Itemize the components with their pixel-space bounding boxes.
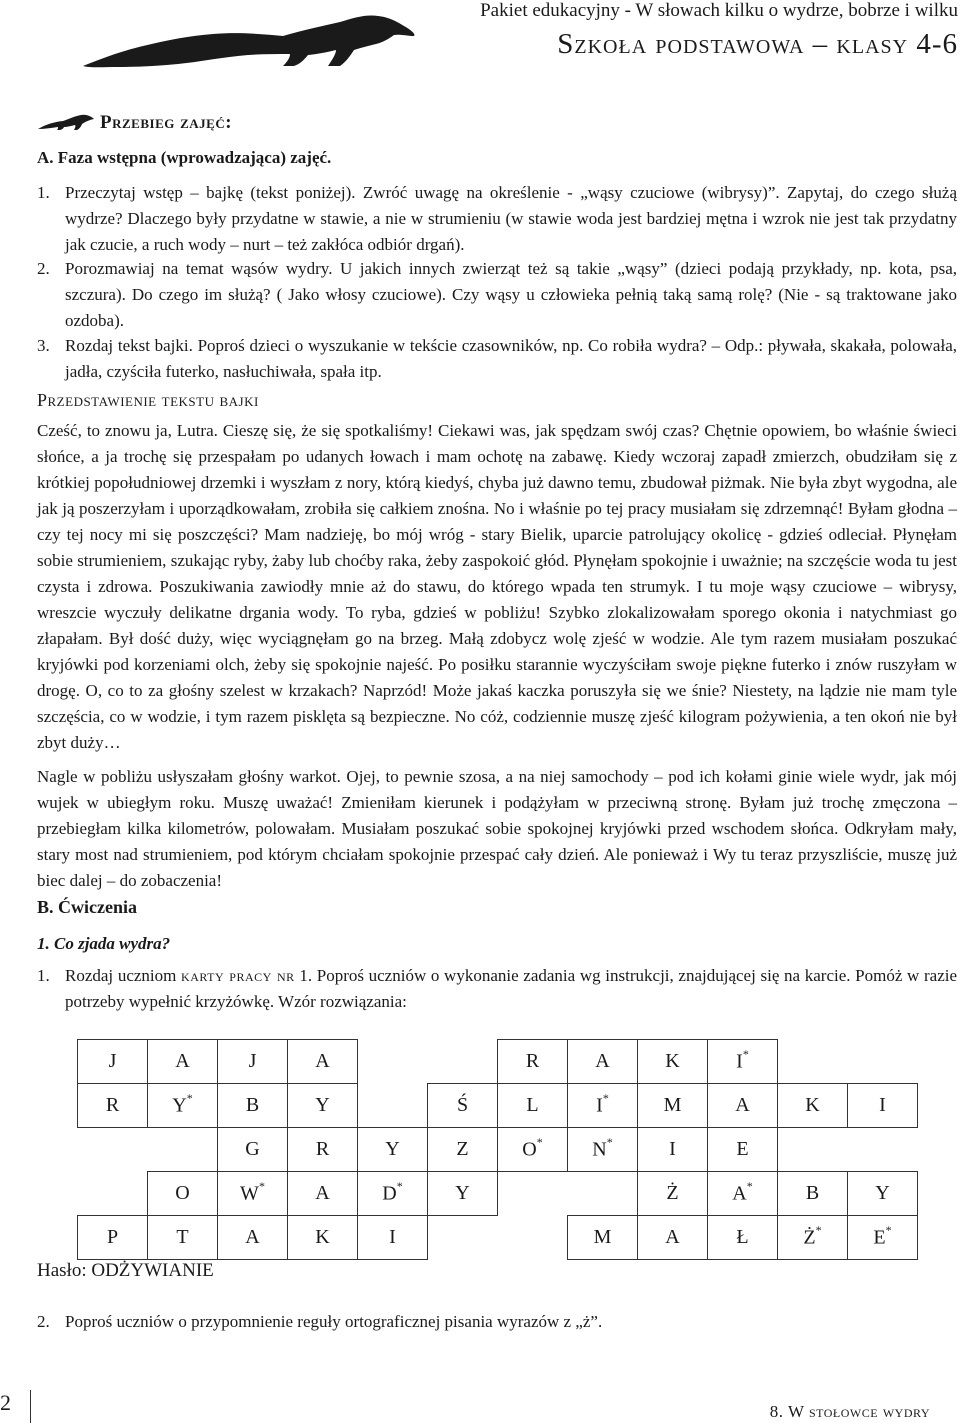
asterisk-mark: * xyxy=(602,1091,609,1106)
crossword-cell: E* xyxy=(848,1216,918,1260)
crossword-cell: A xyxy=(568,1040,638,1084)
list-item-number: 1. xyxy=(37,183,50,202)
crossword-cell: K xyxy=(638,1040,708,1084)
page-number: 2 xyxy=(0,1390,11,1415)
crossword-row xyxy=(78,1172,918,1216)
crossword-cell: L xyxy=(498,1084,568,1128)
asterisk-mark: * xyxy=(186,1091,193,1106)
crossword-cell: M xyxy=(638,1084,708,1128)
crossword-cell: I* xyxy=(708,1040,778,1084)
crossword-cell: D* xyxy=(358,1172,428,1216)
crossword-empty-cell xyxy=(848,1128,918,1172)
crossword-cell: A xyxy=(218,1216,288,1260)
list-item xyxy=(37,180,957,258)
crossword-empty-cell xyxy=(498,1216,568,1260)
crossword-cell: W* xyxy=(218,1172,288,1216)
crossword-empty-cell xyxy=(498,1172,568,1216)
crossword-row xyxy=(78,1216,918,1260)
crossword-empty-cell xyxy=(78,1172,148,1216)
list-item xyxy=(37,256,957,334)
asterisk-mark: * xyxy=(258,1179,265,1194)
crossword-cell: K xyxy=(778,1084,848,1128)
asterisk-mark: * xyxy=(885,1223,892,1238)
phase-b-title: B. Ćwiczenia xyxy=(37,897,137,917)
crossword-empty-cell xyxy=(778,1128,848,1172)
crossword-cell: I xyxy=(848,1084,918,1128)
crossword-cell: Ż xyxy=(638,1172,708,1216)
list-item-text: Rozdaj tekst bajki. Poproś dzieci o wyszukanie w tekście czasowników, np. Co robiła wydra? – Odp.: pływała, skakała, polowała, jadła, czyściła futerko, nasłuchiwała, spała itp. xyxy=(65,336,957,381)
crossword-cell: Y xyxy=(358,1128,428,1172)
crossword-row xyxy=(78,1128,918,1172)
crossword-cell: O xyxy=(148,1172,218,1216)
crossword-empty-cell xyxy=(848,1040,918,1084)
story-paragraph-2: Nagle w pobliżu usłyszałam głośny warkot. Ojej, to pewnie szosa, a na niej samochody – pod ich kołami ginie wiele wydr, jak mój wujek w ubiegłym roku. Muszę uważać! Zmieniłam kierunek i podążyłam w przeciwną stronę. Byłam już trochę zmęczona – przebiegłam kilka kilometrów, polowałam. Musiałam poszukać sobie spokojnej kryjówki przed wschodem słońca. Odkryłam mały, stary most nad strumieniem, pod którym chciałam spokojnie przespać cały dzień. Ale ponieważ i Wy tu teraz przyszliście, muszę już biec dalej – do zobaczenia! xyxy=(37,767,957,890)
asterisk-mark: * xyxy=(396,1179,403,1194)
crossword-empty-cell xyxy=(358,1040,428,1084)
crossword-cell: A xyxy=(288,1040,358,1084)
crossword-cell: I xyxy=(638,1128,708,1172)
list-item-number: 1. xyxy=(37,966,50,985)
section-heading: Przebieg zajęć: xyxy=(100,112,233,133)
crossword-cell: A* xyxy=(708,1172,778,1216)
crossword-empty-cell xyxy=(778,1040,848,1084)
list-item-number: 3. xyxy=(37,336,50,355)
password-label: Hasło: ODŻYWIANIE xyxy=(37,1260,214,1281)
crossword-cell: I xyxy=(358,1216,428,1260)
asterisk-mark: * xyxy=(536,1135,543,1150)
crossword-cell: K xyxy=(288,1216,358,1260)
crossword-cell: Ś xyxy=(428,1084,498,1128)
crossword-cell: N* xyxy=(568,1128,638,1172)
crossword-cell: Y* xyxy=(148,1084,218,1128)
list-item-text: Poproś uczniów o przypomnienie reguły ortograficznej pisania wyrazów z „ż”. xyxy=(65,1312,603,1331)
item-pre: Rozdaj uczniom xyxy=(65,966,177,985)
list-item xyxy=(37,333,957,385)
crossword-cell: R xyxy=(78,1084,148,1128)
asterisk-mark: * xyxy=(815,1223,822,1238)
crossword-cell: G xyxy=(218,1128,288,1172)
crossword-cell: J xyxy=(78,1040,148,1084)
crossword-cell: A xyxy=(288,1172,358,1216)
crossword-cell: I* xyxy=(568,1084,638,1128)
asterisk-mark: * xyxy=(746,1179,753,1194)
crossword-empty-cell xyxy=(428,1040,498,1084)
crossword-empty-cell xyxy=(78,1128,148,1172)
exercise-item xyxy=(37,963,957,1015)
list-item-text: Porozmawiaj na temat wąsów wydry. U jakich innych zwierząt też są takie „wąsy” (dzieci podają przykłady, np. kota, psa, szczura). Do czego im służą? ( Jako włosy czuciowe). Czy wąsy u człowieka pełnią taką samą rolę? (Nie - są traktowane jako ozdoba). xyxy=(65,259,957,330)
crossword-empty-cell xyxy=(148,1128,218,1172)
footer-divider xyxy=(30,1390,31,1423)
story-paragraph-1: Cześć, to znowu ja, Lutra. Cieszę się, że się spotkaliśmy! Ciekawi was, jak spędzam swój czas? Chętnie opowiem, bo właśnie świeci słońce, a ja trochę się przespałam po udanych łowach i mam ochotę na zabawę. Kiedy wczoraj zapadł zmierzch, obudziłam się z krótkiej popołudniowej drzemki i wyszłam z nory, którą kiedyś, chyba już dawno temu, zbudował piżmak. Nie była zbyt wygodna, ale jak ją poszerzyłam i uporządkowałam, zrobiła się całkiem znośna. No i właśnie po tej pracy musiałam się zdrzemnąć! Byłam głodna – czy tej nocy mi się poszczęści? Mam nadzieję, bo mój wróg - stary Bielik, uparcie patrolujący okolicę - gdzieś odleciał. Płynęłam sobie strumieniem, szukając ryby, żaby lub choćby raka, żeby zaspokoić głód. Płynęłam spokojnie i uważnie; na szczęście woda tu jest czysta i zdrowa. Poszukiwania zawiodły mnie aż do stawu, do którego wpada ten strumyk. I tu moje wąsy czuciowe – wibrysy, wreszcie wyczuły delikatne drgania wody. To ryba, gdzieś w pobliżu! Szybko zlokalizowałam sporego okonia i natychmiast go złapałam. Był dość duży, więc wyciągnęłam go na brzeg. Małą zdobycz wolę zjeść w wodzie. Ale tym razem musiałam poszukać kryjówki pod korzeniami olch, żeby się spokojnie najeść. Po posiłku starannie wyczyściłam swoje piękne futerko i znów ruszyłam w drogę. O, co to za głośny szelest w krzakach? Naprzód! Może jakaś kaczka poruszyła się we śnie? Niestety, na lądzie nie mam tyle szczęścia, co w wodzie, i tym razem pisklęta są bezpieczne. No cóż, codziennie muszę zjeść kilogram pożywienia, a ten okoń nie był zbyt duży… xyxy=(37,421,957,752)
crossword-empty-cell xyxy=(358,1084,428,1128)
worksheet-ref: karty pracy nr xyxy=(181,966,295,985)
otter-icon xyxy=(37,111,95,131)
crossword-cell: Z xyxy=(428,1128,498,1172)
crossword-cell: A xyxy=(638,1216,708,1260)
crossword-cell: O* xyxy=(498,1128,568,1172)
crossword-row xyxy=(78,1040,918,1084)
list-item-number: 2. xyxy=(37,259,50,278)
crossword-row xyxy=(78,1084,918,1128)
crossword-cell: M xyxy=(568,1216,638,1260)
crossword-cell: Y xyxy=(848,1172,918,1216)
otter-logo xyxy=(78,8,423,73)
crossword-cell: P xyxy=(78,1216,148,1260)
crossword-cell: Ż* xyxy=(778,1216,848,1260)
header-subtitle: Szkoła podstawowa – klasy 4-6 xyxy=(557,28,958,60)
exercise-item xyxy=(37,1309,957,1335)
crossword-cell: Ł xyxy=(708,1216,778,1260)
footer-chapter: 8. W stołowce wydry xyxy=(769,1402,930,1421)
crossword-cell: T xyxy=(148,1216,218,1260)
crossword-empty-cell xyxy=(568,1172,638,1216)
exercise-title: 1. Co zjada wydra? xyxy=(37,934,171,953)
asterisk-mark: * xyxy=(606,1135,613,1150)
crossword-grid xyxy=(77,1039,918,1260)
crossword-cell: J xyxy=(218,1040,288,1084)
asterisk-mark: * xyxy=(742,1047,749,1062)
crossword-cell: R xyxy=(288,1128,358,1172)
header-title: Pakiet edukacyjny - W słowach kilku o wydrze, bobrze i wilku xyxy=(480,0,958,21)
phase-a-title: A. Faza wstępna (wprowadzająca) zajęć. xyxy=(37,148,332,167)
list-item-number: 2. xyxy=(37,1312,50,1331)
crossword-cell: B xyxy=(778,1172,848,1216)
list-item-text xyxy=(65,963,957,1015)
crossword-cell: E xyxy=(708,1128,778,1172)
crossword-cell: R xyxy=(498,1040,568,1084)
crossword-cell: B xyxy=(218,1084,288,1128)
crossword-empty-cell xyxy=(428,1216,498,1260)
crossword-cell: A xyxy=(148,1040,218,1084)
crossword-cell: Y xyxy=(288,1084,358,1128)
crossword-cell: A xyxy=(708,1084,778,1128)
story-heading: Przedstawienie tekstu bajki xyxy=(37,390,259,410)
item-post: 1. Poproś uczniów o wykonanie zadania wg instrukcji, znajdującej się na karcie. Pomóż w razie potrzeby wypełnić krzyżówkę. Wzór rozwiązania: xyxy=(65,966,958,1011)
list-item-text: Przeczytaj wstęp – bajkę (tekst poniżej). Zwróć uwagę na określenie - „wąsy czuciowe (wibrysy)”. Zapytaj, do czego służą wydrze? Dlaczego były przydatne w stawie, a nie w strumieniu (w stawie woda jest bardziej mętna i wzrok nie jest tak przydatny jak czucie, a ruch wody – nurt – też zakłóca odbiór drgań). xyxy=(65,183,957,254)
crossword-cell: Y xyxy=(428,1172,498,1216)
